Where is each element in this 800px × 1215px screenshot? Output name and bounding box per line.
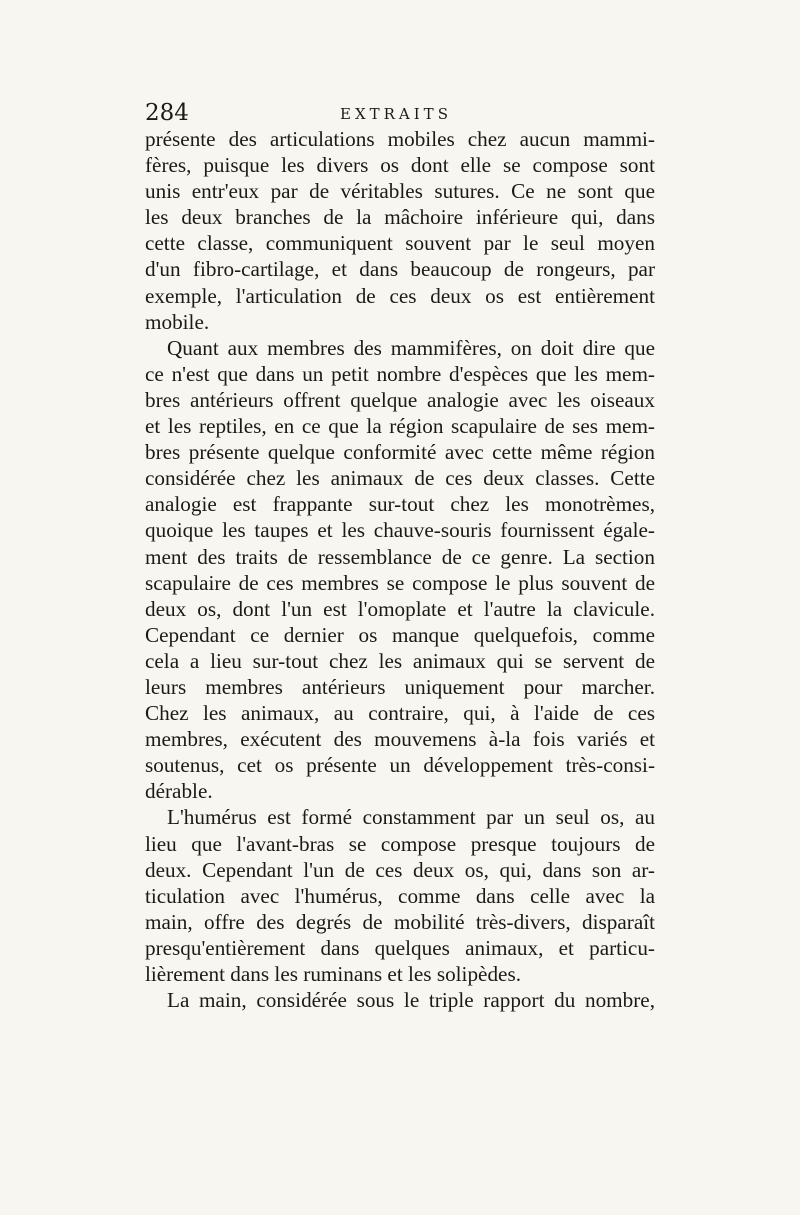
text-line: présente des articulations mobiles chez aucun mammi- — [145, 127, 655, 151]
body-text — [145, 126, 655, 1013]
text-line: dérable. — [145, 779, 213, 804]
running-head — [145, 96, 660, 130]
text-line: bres présente quelque conformité avec cette même région — [145, 440, 655, 465]
text-line: Quant aux membres des mammifères, on doit dire que — [167, 335, 655, 360]
text-line: cela a lieu sur-tout chez les animaux qui se servent de — [145, 648, 655, 673]
text-line: deux os, dont l'un est l'omoplate et l'autre la clavicule. — [145, 596, 655, 621]
text-line: presqu'entièrement dans quelques animaux, et particu- — [145, 935, 655, 960]
text-line: d'un fibro-cartilage, et dans beaucoup de rongeurs, par — [145, 257, 655, 282]
text-line: deux. Cependant l'un de ces deux os, qui, dans son ar- — [145, 857, 655, 882]
text-line: unis entr'eux par de véritables sutures. Ce ne sont que — [145, 179, 655, 204]
text-line: analogie est frappante sur-tout chez les monotrèmes, — [145, 492, 655, 517]
text-line: considérée chez les animaux de ces deux classes. Cette — [145, 466, 655, 491]
text-line: La main, considérée sous le triple rapport du nombre, — [167, 988, 655, 1013]
text-line: ce n'est que dans un petit nombre d'espèces que les mem- — [145, 361, 655, 386]
text-line: scapulaire de ces membres se compose le plus souvent de — [145, 570, 655, 595]
text-line: ment des traits de ressemblance de ce genre. La section — [145, 544, 655, 569]
text-line: mobile. — [145, 309, 210, 334]
text-line: soutenus, cet os présente un développement très-consi- — [145, 753, 655, 778]
text-line: main, offre des degrés de mobilité très-divers, disparaît — [145, 909, 655, 934]
text-line: lieu que l'avant-bras se compose presque toujours de — [145, 831, 655, 856]
text-line: lièrement dans les ruminans et les solipèdes. — [145, 962, 521, 986]
text-line: les deux branches de la mâchoire inférieure qui, dans — [145, 205, 655, 230]
text-line: leurs membres antérieurs uniquement pour marcher. — [145, 674, 655, 699]
text-line: membres, exécutent des mouvemens à-la fois variés et — [145, 727, 655, 752]
text-line: Cependant ce dernier os manque quelquefois, comme — [145, 622, 655, 647]
text-line: fères, puisque les divers os dont elle se compose sont — [145, 153, 655, 178]
text-line: cette classe, communiquent souvent par le seul moyen — [145, 231, 655, 256]
running-title: EXTRAITS — [340, 105, 452, 123]
text-line: L'humérus est formé constamment par un seul os, au — [167, 805, 655, 830]
text-line: Chez les animaux, au contraire, qui, à l'aide de ces — [145, 701, 655, 726]
text-line: ticulation avec l'humérus, comme dans celle avec la — [145, 883, 655, 908]
text-line: et les reptiles, en ce que la région scapulaire de ses mem- — [145, 414, 655, 439]
page-number: 284 — [145, 100, 189, 126]
text-line: quoique les taupes et les chauve-souris fournissent égale- — [145, 518, 655, 543]
text-line: bres antérieurs offrent quelque analogie avec les oiseaux — [145, 387, 655, 412]
text-line: exemple, l'articulation de ces deux os est entièrement — [145, 283, 655, 308]
